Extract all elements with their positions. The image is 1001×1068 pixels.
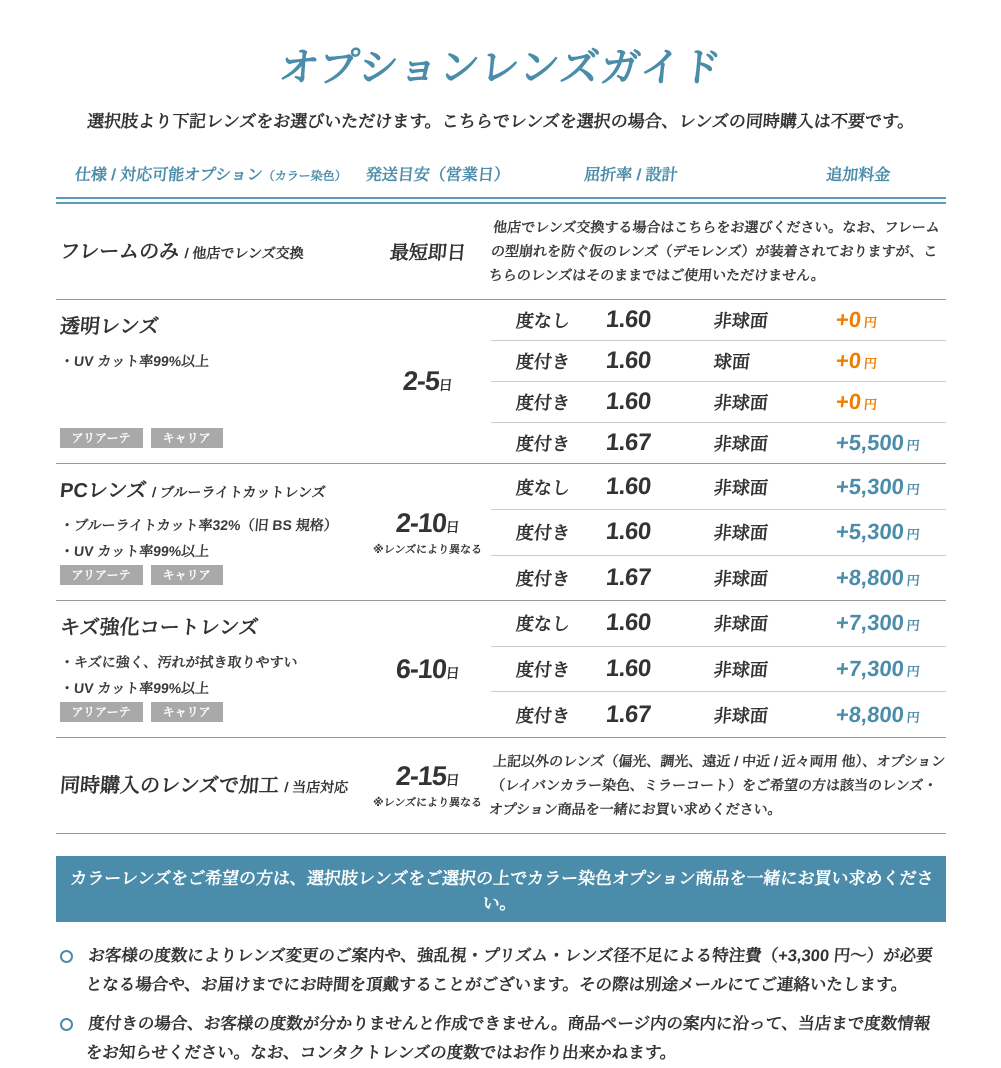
section-clear-lens: [56, 300, 946, 464]
lens-design: 非球面: [712, 705, 769, 726]
badge-list: [60, 565, 366, 585]
lens-brand-badge: キャリア: [151, 565, 223, 585]
lens-brand-badge: アリアーテ: [60, 428, 143, 448]
refraction-index: 1.67: [604, 429, 652, 457]
power-type: 度付き: [514, 434, 571, 455]
power-type: 度なし: [514, 311, 571, 332]
table-column-headers: [56, 162, 946, 197]
shipping-estimate: 最短即日: [388, 243, 467, 265]
lens-design: 球面: [712, 352, 751, 373]
shipping-estimate: 2-15日: [394, 761, 461, 792]
lens-design: 非球面: [712, 393, 769, 414]
feature-list: [60, 513, 366, 565]
option-row: [491, 340, 946, 381]
lens-option-guide: [56, 0, 946, 1068]
section-title: 透明レンズ: [58, 316, 160, 339]
shipping-estimate: 2-5日: [401, 366, 454, 397]
option-row: [491, 691, 946, 737]
column-header-refraction: 屈折率 / 設計: [582, 167, 678, 184]
feature-list: [60, 650, 366, 702]
power-type: 度付き: [514, 705, 571, 726]
additional-price: +7,300円: [834, 656, 920, 682]
column-header-shipping: 発送目安（営業日）: [364, 167, 511, 184]
section-scratch-coat-lens: [56, 601, 946, 738]
lens-brand-badge: アリアーテ: [60, 702, 143, 722]
lens-brand-badge: アリアーテ: [60, 565, 143, 585]
note-item: [60, 942, 942, 1000]
lens-brand-badge: キャリア: [151, 428, 223, 448]
section-frame-only: [56, 204, 946, 300]
option-rows: [491, 300, 946, 463]
shipping-cell: [366, 738, 491, 833]
section-title: キズ強化コートレンズ: [58, 617, 259, 640]
option-row: [491, 509, 946, 555]
option-row: [491, 464, 946, 509]
feature-item: ・UV カット率99%以上: [58, 680, 210, 697]
feature-item: ・ブルーライトカット率32%（旧 BS 規格）: [58, 517, 339, 534]
section-pc-lens: [56, 464, 946, 601]
banner-text: カラーレンズをご希望の方は、選択肢レンズをご選択の上でカラー染色オプション商品を一緒にお買い求めください。: [68, 869, 934, 914]
refraction-index: 1.60: [604, 655, 652, 683]
feature-item: ・UV カット率99%以上: [58, 353, 210, 370]
additional-price: +5,500円: [834, 430, 920, 456]
page-subtitle: 選択肢より下記レンズをお選びいただけます。こちらでレンズを選択の場合、レンズの同時購入は不要です。: [85, 112, 915, 131]
footer-notes: [56, 942, 946, 1068]
power-type: 度なし: [514, 477, 571, 498]
option-row: [491, 646, 946, 692]
lens-design: 非球面: [712, 568, 769, 589]
note-text: 度付きの場合、お客様の度数が分かりませんと作成できません。商品ページ内の案内に沿って、当店まで度数情報をお知らせください。なお、コンタクトレンズの度数ではお作り出来かねます。: [84, 1015, 931, 1062]
power-type: 度なし: [514, 614, 571, 635]
power-type: 度付き: [514, 393, 571, 414]
section-title: フレームのみ / 他店でレンズ交換: [58, 240, 304, 263]
header-double-rule: [56, 197, 946, 204]
section-title: 同時購入のレンズで加工 / 当店対応: [58, 774, 349, 797]
refraction-index: 1.60: [604, 609, 652, 637]
option-row: [491, 300, 946, 340]
lens-design: 非球面: [712, 434, 769, 455]
option-rows: [491, 601, 946, 737]
additional-price: +8,800円: [834, 701, 920, 727]
power-type: 度付き: [514, 568, 571, 589]
additional-price: +0円: [834, 307, 878, 333]
color-lens-banner: [56, 856, 946, 922]
lens-brand-badge: キャリア: [151, 702, 223, 722]
shipping-estimate: 6-10日: [394, 653, 461, 684]
additional-price: +8,800円: [834, 564, 920, 590]
shipping-cell: [366, 204, 491, 299]
column-header-spec: 仕様 / 対応可能オプション（カラー染色）: [73, 167, 347, 184]
circle-bullet-icon: [60, 950, 73, 963]
feature-item: ・キズに強く、汚れが拭き取りやすい: [58, 654, 298, 671]
badge-list: [60, 702, 366, 722]
lens-design: 非球面: [712, 614, 769, 635]
power-type: 度付き: [514, 352, 571, 373]
lens-design: 非球面: [712, 311, 769, 332]
power-type: 度付き: [514, 660, 571, 681]
additional-price: +7,300円: [834, 610, 920, 636]
refraction-index: 1.60: [604, 518, 652, 546]
shipping-cell: [366, 601, 491, 737]
option-rows: [491, 464, 946, 600]
shipping-cell: [366, 300, 491, 463]
additional-price: +5,300円: [834, 473, 920, 499]
shipping-estimate: 2-10日: [394, 507, 461, 538]
shipping-cell: [366, 464, 491, 600]
section-title: PCレンズ / ブルーライトカットレンズ: [58, 480, 326, 503]
refraction-index: 1.60: [604, 388, 652, 416]
shipping-note: ※レンズにより異なる: [372, 797, 483, 810]
option-row: [491, 381, 946, 422]
page-title: オプションレンズガイド: [276, 46, 724, 90]
badge-list: [60, 428, 366, 448]
option-row: [491, 601, 946, 646]
note-text: お客様の度数によりレンズ変更のご案内や、強乱視・プリズム・レンズ径不足による特注費（+3,300 円～）が必要となる場合や、お届けまでにお時間を頂戴することがございます。その際は別途メールにてご連絡いたします。: [84, 947, 933, 995]
column-header-price: 追加料金: [825, 167, 891, 184]
option-row: [491, 422, 946, 463]
lens-design: 非球面: [712, 523, 769, 544]
note-item: [60, 1010, 942, 1068]
feature-list: [60, 349, 366, 375]
refraction-index: 1.60: [604, 347, 652, 375]
lens-design: 非球面: [712, 660, 769, 681]
power-type: 度付き: [514, 523, 571, 544]
additional-price: +0円: [834, 389, 878, 415]
additional-price: +0円: [834, 348, 878, 374]
refraction-index: 1.67: [604, 563, 652, 591]
option-row: [491, 555, 946, 601]
section-description: 上記以外のレンズ（偏光、調光、遠近 / 中近 / 近々両用 他）、オプション（レイバンカラー染色、ミラーコート）をご希望の方は該当のレンズ・オプション商品を一緒にお買い求めください。: [487, 752, 946, 817]
feature-item: ・UV カット率99%以上: [58, 543, 210, 560]
shipping-note: ※レンズにより異なる: [372, 543, 483, 556]
refraction-index: 1.60: [604, 472, 652, 500]
circle-bullet-icon: [60, 1018, 73, 1031]
section-description: 他店でレンズ交換する場合はこちらをお選びください。なお、フレームの型崩れを防ぐ仮のレンズ（デモレンズ）が装着されておりますが、こちらのレンズはそのままではご使用いただけません。: [487, 219, 941, 283]
refraction-index: 1.67: [604, 700, 652, 728]
additional-price: +5,300円: [834, 519, 920, 545]
lens-design: 非球面: [712, 477, 769, 498]
section-copurchase-lens: [56, 738, 946, 834]
refraction-index: 1.60: [604, 306, 652, 334]
